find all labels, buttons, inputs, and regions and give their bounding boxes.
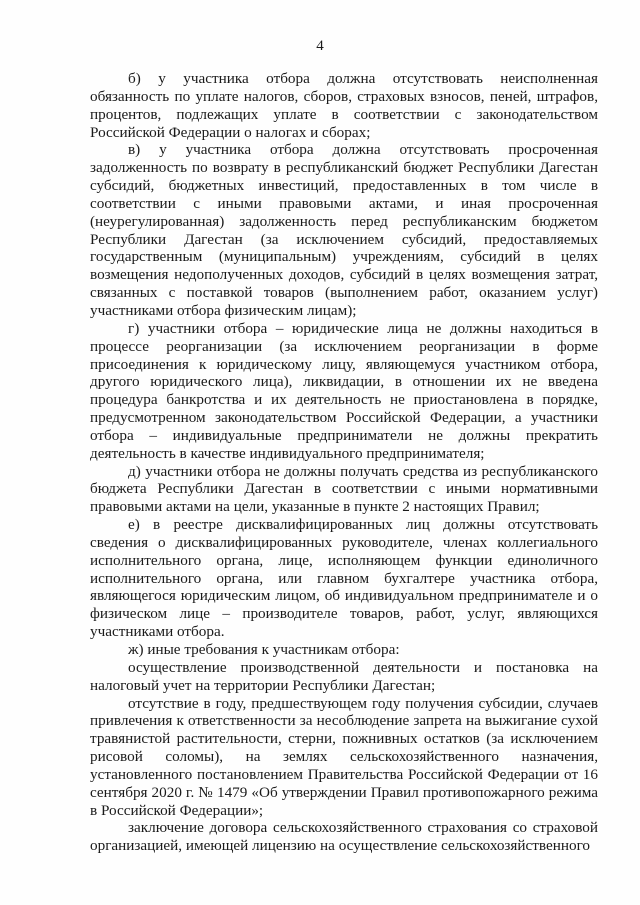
requirement-production-activity: осуществление производственной деятельности и постановка на налоговый учет на территории Республики Дагестан; — [90, 658, 598, 694]
paragraph-d: д) участники отбора не должны получать средства из республиканского бюджета Республики Дагестан в соответствии с иными нормативными правовыми актами на цели, указанные в пункте 2 настоящих Правил; — [90, 462, 598, 516]
paragraph-b: б) у участника отбора должна отсутствовать неисполненная обязанность по уплате налогов, сборов, страховых взносов, пеней, штрафов, процентов, подлежащих уплате в соответствии с законодательством Российской Федерации о налогах и сборах; — [90, 70, 598, 141]
paragraph-zh: ж) иные требования к участникам отбора: — [128, 641, 400, 658]
paragraph-g: г) участники отбора – юридические лица не должны находиться в процессе реорганизации (за исключением реорганизации в форме присоединения к юридическому лицу, являющемуся участником отбора, другого юридического лица), ликвидации, в отношении их не введена процедура банкротства и их деятельность не приостановлена в порядке, предусмотренном законодательством Российской Федерации, а участники отбора – индивидуальные предприниматели не должны прекратить деятельность в качестве индивидуального предпринимателя; — [90, 319, 598, 462]
page-number: 4 — [316, 38, 324, 54]
requirement-insurance-contract: заключение договора сельскохозяйственного страхования со страховой организацией, имеющей лицензию на осуществление сельскохозяйственного — [90, 819, 598, 855]
paragraph-e: е) в реестре дисквалифицированных лиц должны отсутствовать сведения о дисквалифицированных руководителе, членах коллегиального исполнительного органа, лице, исполняющем функции единоличного исполнительного органа, или главном бухгалтере участника отбора, являющегося юридическим лицом, об индивидуальном предпринимателе и о физическом лице – производителе товаров, работ, услуг, являющихся участниками отбора. — [90, 516, 598, 641]
requirement-no-burning-liability: отсутствие в году, предшествующем году получения субсидии, случаев привлечения к ответственности за несоблюдение запрета на выжигание сухой травянистой растительности, стерни, пожнивных остатков (за исключением рисовой соломы), на землях сельскохозяйственного назначения, установленного постановлением Правительства Российской Федерации от 16 сентября 2020 г. № 1479 «Об утверждении Правил противопожарного режима в Российской Федерации»; — [90, 694, 598, 819]
paragraph-v: в) у участника отбора должна отсутствовать просроченная задолженность по возврату в республиканский бюджет Республики Дагестан субсидий, бюджетных инвестиций, предоставленных в том числе в соответствии с иными правовыми актами, и иная просроченная (неурегулированная) задолженность перед республиканским бюджетом Республики Дагестан (за исключением субсидий, предоставляемых государственным (муниципальным) учреждениям, субсидий в целях возмещения недополученных доходов, субсидий в целях возмещения затрат, связанных с поставкой товаров (выполнением работ, оказанием услуг) участниками отбора физическим лицам); — [90, 141, 598, 319]
document-body — [90, 70, 598, 855]
